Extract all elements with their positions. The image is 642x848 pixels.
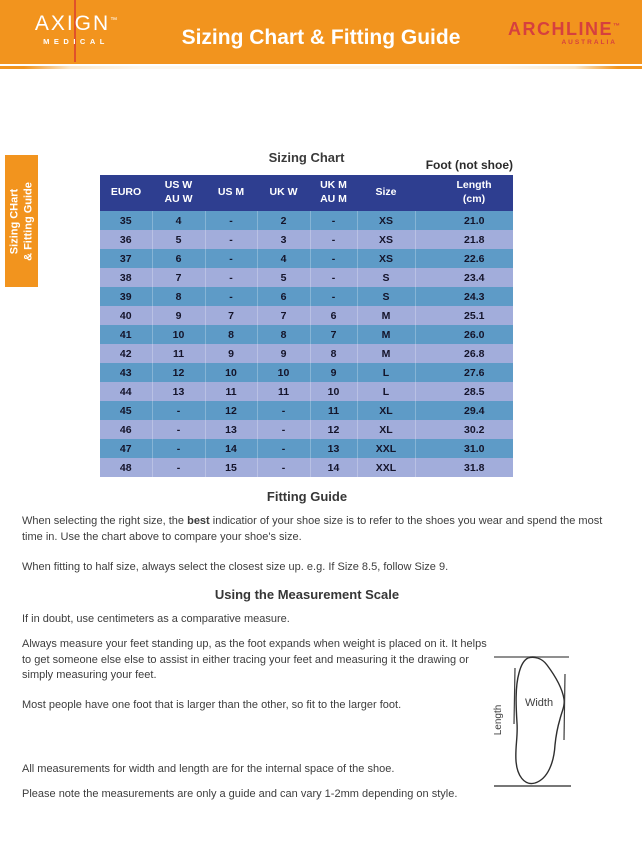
table-cell: 31.8	[415, 458, 513, 477]
width-left-line	[514, 668, 515, 724]
fitting-guide-heading: Fitting Guide	[266, 489, 348, 504]
table-cell: -	[205, 211, 257, 230]
table-cell: 39	[100, 287, 152, 306]
table-row	[100, 211, 513, 230]
table-row	[100, 287, 513, 306]
paragraph-variation-note: Please note the measurements are only a guide and can vary 1-2mm depending on style.	[22, 788, 458, 800]
table-cell: 23.4	[415, 268, 513, 287]
table-cell: 26.8	[415, 344, 513, 363]
table-cell: 4	[257, 249, 310, 268]
table-cell: 8	[257, 325, 310, 344]
table-cell: 10	[257, 363, 310, 382]
table-cell: 21.8	[415, 230, 513, 249]
table-cell: -	[205, 249, 257, 268]
table-cell: 7	[257, 306, 310, 325]
paragraph-internal-space: All measurements for width and length are for the internal space of the shoe.	[22, 763, 395, 775]
table-cell: 35	[100, 211, 152, 230]
table-cell: 29.4	[415, 401, 513, 420]
column-header: Length (cm)	[415, 175, 513, 211]
table-row	[100, 382, 513, 401]
table-cell: 13	[152, 382, 205, 401]
column-header: US W AU W	[152, 175, 205, 211]
table-cell: 9	[152, 306, 205, 325]
table-cell: -	[257, 420, 310, 439]
table-cell: -	[310, 211, 357, 230]
trademark-symbol: ™	[613, 23, 620, 30]
table-cell: 7	[152, 268, 205, 287]
measurement-scale-heading: Using the Measurement Scale	[214, 587, 400, 602]
chart-title: Sizing Chart	[268, 150, 345, 165]
length-label: Length	[493, 704, 504, 736]
table-row	[100, 230, 513, 249]
foot-measurement-diagram	[490, 647, 576, 795]
table-cell: 9	[310, 363, 357, 382]
table-cell: 31.0	[415, 439, 513, 458]
table-cell: 6	[152, 249, 205, 268]
table-cell: L	[357, 363, 415, 382]
table-cell: 7	[310, 325, 357, 344]
table-cell: 5	[257, 268, 310, 287]
column-header: US M	[205, 175, 257, 211]
paragraph-select-size: When selecting the right size, the best indicatior of your shoe size is to refer to the shoes you wear and spend the most time in. Use the chart above to compare your shoe's size.	[22, 515, 603, 543]
table-cell: -	[310, 230, 357, 249]
archline-logo-sub: AUSTRALIA	[561, 39, 617, 46]
table-cell: XS	[357, 230, 415, 249]
table-cell: -	[205, 230, 257, 249]
trademark-symbol: ™	[110, 17, 118, 24]
paragraph-measure-standing: Always measure your feet standing up, as the foot expands when weight is placed on it. It helps to get someone else else to assist in either tracing your feet and measuring it the drawing or simply measuring your feet.	[22, 638, 487, 681]
table-cell: 37	[100, 249, 152, 268]
table-cell: 11	[257, 382, 310, 401]
table-cell: XS	[357, 249, 415, 268]
axign-logo	[28, 13, 124, 46]
table-cell: 8	[205, 325, 257, 344]
table-cell: 22.6	[415, 249, 513, 268]
table-cell: 43	[100, 363, 152, 382]
table-cell: 44	[100, 382, 152, 401]
table-row	[100, 420, 513, 439]
table-cell: -	[152, 458, 205, 477]
archline-logo-name: ARCHLINE™	[508, 19, 620, 39]
table-cell: 9	[257, 344, 310, 363]
table-cell: XL	[357, 420, 415, 439]
table-cell: -	[257, 401, 310, 420]
column-header: EURO	[100, 175, 152, 211]
table-cell: 2	[257, 211, 310, 230]
table-cell: 42	[100, 344, 152, 363]
table-row	[100, 363, 513, 382]
chart-header-row	[100, 149, 513, 175]
table-cell: 15	[205, 458, 257, 477]
table-cell: 14	[310, 458, 357, 477]
table-row	[100, 344, 513, 363]
paragraph-half-size: When fitting to half size, always select the closest size up. e.g. If Size 8.5, follow Size 9.	[22, 561, 449, 573]
table-cell: 10	[310, 382, 357, 401]
table-cell: 4	[152, 211, 205, 230]
table-cell: 26.0	[415, 325, 513, 344]
table-row	[100, 325, 513, 344]
page-title: Sizing Chart & Fitting Guide	[181, 26, 461, 49]
foot-not-shoe-label: Foot (not shoe)	[425, 158, 513, 172]
table-row	[100, 306, 513, 325]
sizing-chart-section	[100, 149, 513, 477]
table-cell: 5	[152, 230, 205, 249]
table-cell: -	[205, 287, 257, 306]
column-header: UK M AU M	[310, 175, 357, 211]
column-header: Size	[357, 175, 415, 211]
archline-logo	[508, 20, 620, 46]
table-cell: 41	[100, 325, 152, 344]
table-cell: 10	[152, 325, 205, 344]
table-cell: 3	[257, 230, 310, 249]
table-cell: 11	[310, 401, 357, 420]
table-cell: 10	[205, 363, 257, 382]
table-cell: 6	[310, 306, 357, 325]
table-cell: 7	[205, 306, 257, 325]
table-cell: -	[310, 268, 357, 287]
table-cell: 11	[152, 344, 205, 363]
table-cell: 47	[100, 439, 152, 458]
table-cell: 45	[100, 401, 152, 420]
table-row	[100, 458, 513, 477]
table-cell: -	[152, 439, 205, 458]
table-cell: 46	[100, 420, 152, 439]
table-cell: S	[357, 268, 415, 287]
table-cell: 21.0	[415, 211, 513, 230]
table-cell: 12	[205, 401, 257, 420]
table-cell: 48	[100, 458, 152, 477]
table-cell: -	[205, 268, 257, 287]
table-cell: 6	[257, 287, 310, 306]
table-cell: 40	[100, 306, 152, 325]
table-cell: -	[257, 439, 310, 458]
table-cell: 38	[100, 268, 152, 287]
foot-outline	[516, 657, 564, 783]
table-row	[100, 401, 513, 420]
table-cell: 30.2	[415, 420, 513, 439]
table-cell: M	[357, 325, 415, 344]
table-cell: -	[257, 458, 310, 477]
table-cell: L	[357, 382, 415, 401]
sizing-table	[100, 175, 513, 477]
table-cell: 11	[205, 382, 257, 401]
table-cell: 13	[205, 420, 257, 439]
table-cell: -	[310, 287, 357, 306]
header-divider	[0, 66, 642, 69]
paragraph-larger-foot: Most people have one foot that is larger than the other, so fit to the larger foot.	[22, 699, 402, 711]
table-cell: 8	[310, 344, 357, 363]
table-cell: 27.6	[415, 363, 513, 382]
table-cell: 28.5	[415, 382, 513, 401]
table-cell: 13	[310, 439, 357, 458]
table-cell: S	[357, 287, 415, 306]
table-cell: XXL	[357, 439, 415, 458]
column-header: UK W	[257, 175, 310, 211]
axign-logo-name: AXIGN™	[34, 12, 118, 35]
table-cell: 25.1	[415, 306, 513, 325]
bold-word-best: best	[187, 515, 210, 527]
width-label: Width	[524, 697, 554, 709]
side-tab-label: Sizing CHart & Fitting Guide	[7, 181, 34, 261]
table-cell: -	[310, 249, 357, 268]
table-cell: -	[152, 420, 205, 439]
table-cell: 14	[205, 439, 257, 458]
table-cell: 36	[100, 230, 152, 249]
table-cell: XXL	[357, 458, 415, 477]
table-cell: 8	[152, 287, 205, 306]
table-cell: -	[152, 401, 205, 420]
table-cell: 12	[152, 363, 205, 382]
table-cell: 12	[310, 420, 357, 439]
table-cell: 9	[205, 344, 257, 363]
table-row	[100, 249, 513, 268]
table-cell: M	[357, 344, 415, 363]
table-cell: M	[357, 306, 415, 325]
table-row	[100, 268, 513, 287]
table-cell: XS	[357, 211, 415, 230]
foot-diagram-svg	[490, 647, 576, 795]
table-header-row	[100, 175, 513, 211]
table-row	[100, 439, 513, 458]
page-header	[0, 0, 642, 64]
table-cell: 24.3	[415, 287, 513, 306]
axign-logo-sub: MEDICAL	[43, 37, 109, 46]
table-cell: XL	[357, 401, 415, 420]
side-tab-sizing-chart	[5, 155, 38, 287]
width-right-line	[564, 674, 565, 740]
paragraph-centimeters: If in doubt, use centimeters as a comparative measure.	[22, 613, 290, 625]
